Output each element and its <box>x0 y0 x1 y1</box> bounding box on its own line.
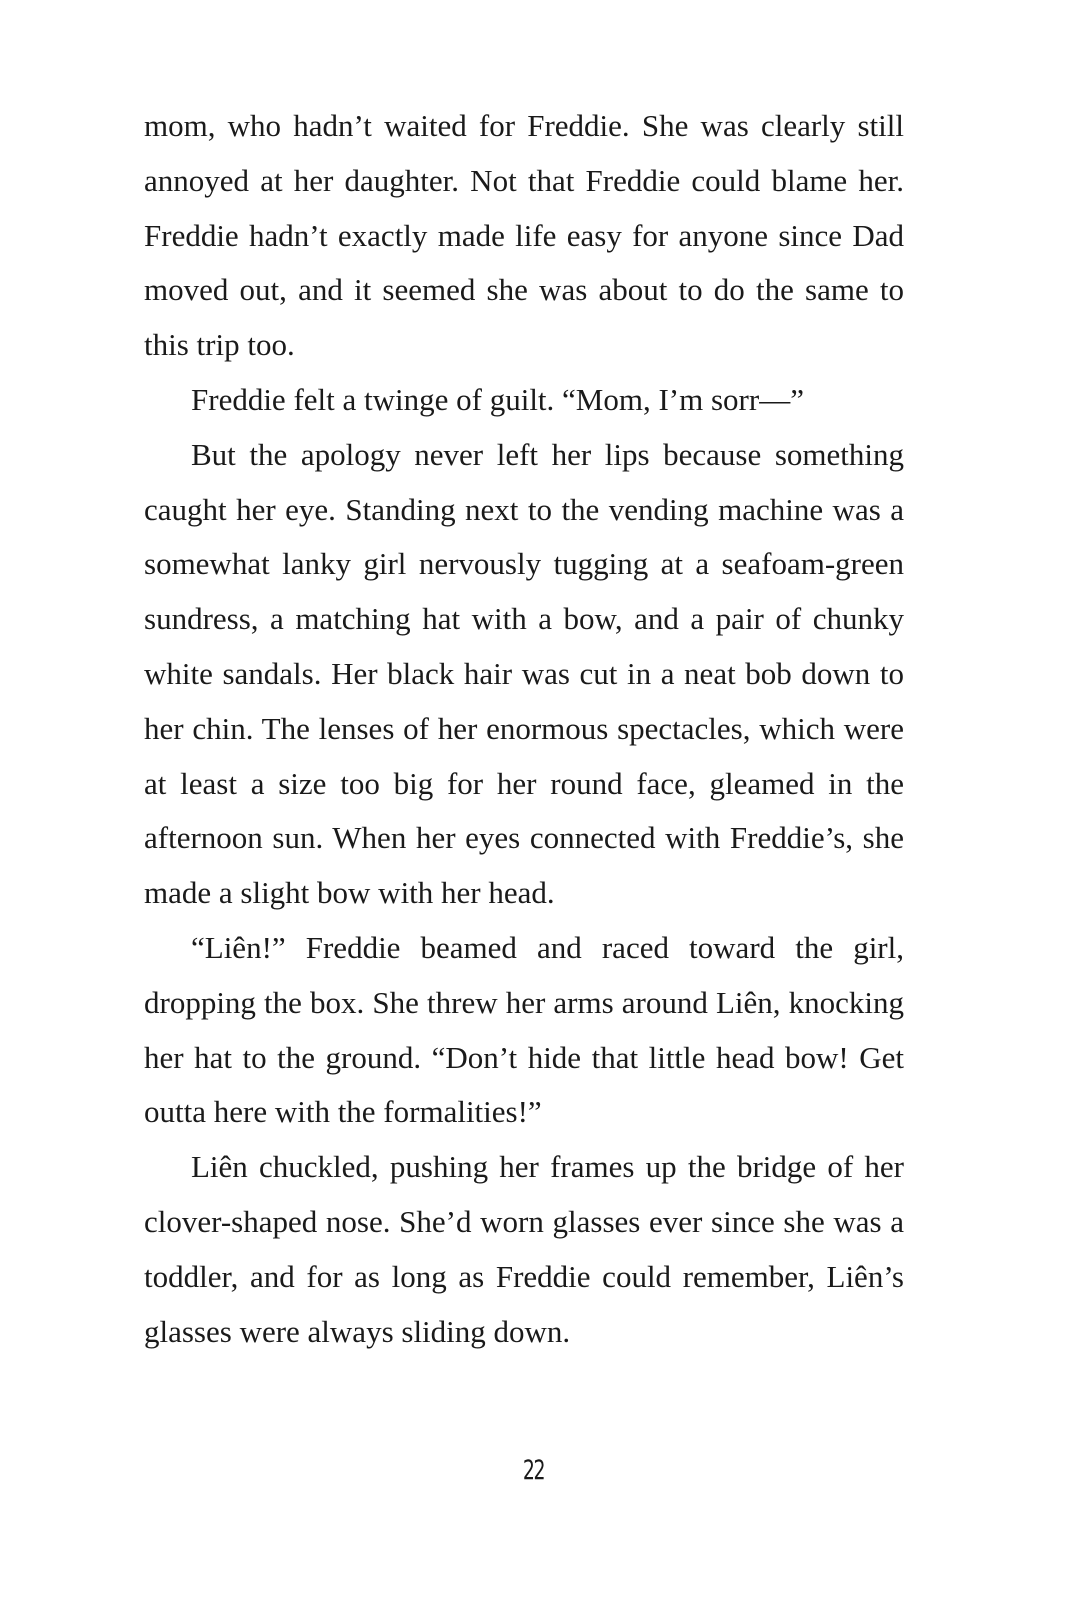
paragraph: Liên chuckled, pushing her frames up the bridge of her clover-shaped nose. She’d worn glasses ever since she was a toddler, and for as long as Freddie could remember, Liên’s glasses were always sliding down. <box>144 1149 904 1349</box>
page-number: 22 <box>522 1455 545 1486</box>
paragraph: Freddie felt a twinge of guilt. “Mom, I’m sorr—” <box>191 381 804 417</box>
body-text <box>144 99 904 1359</box>
paragraph-continuation: mom, who hadn’t waited for Freddie. She was clearly still annoyed at her daughter. Not that Freddie could blame her. Freddie hadn’t exactly made life easy for anyone since Dad moved out, and it seemed she was about to do the same to this trip too. <box>144 108 904 363</box>
paragraph: But the apology never left her lips because something caught her eye. Standing next to the vending machine was a somewhat lanky girl nervously tugging at a seafoam-green sundress, a matching hat with a bow, and a pair of chunky white sandals. Her black hair was cut in a neat bob down to her chin. The lenses of her enormous spectacles, which were at least a size too big for her round face, gleamed in the afternoon sun. When her eyes connected with Freddie’s, she made a slight bow with her head. <box>144 436 904 911</box>
paragraph: “Liên!” Freddie beamed and raced toward the girl, dropping the box. She threw her arms around Liên, knocking her hat to the ground. “Don’t hide that little head bow! Get outta here with the formalities!” <box>144 929 904 1130</box>
